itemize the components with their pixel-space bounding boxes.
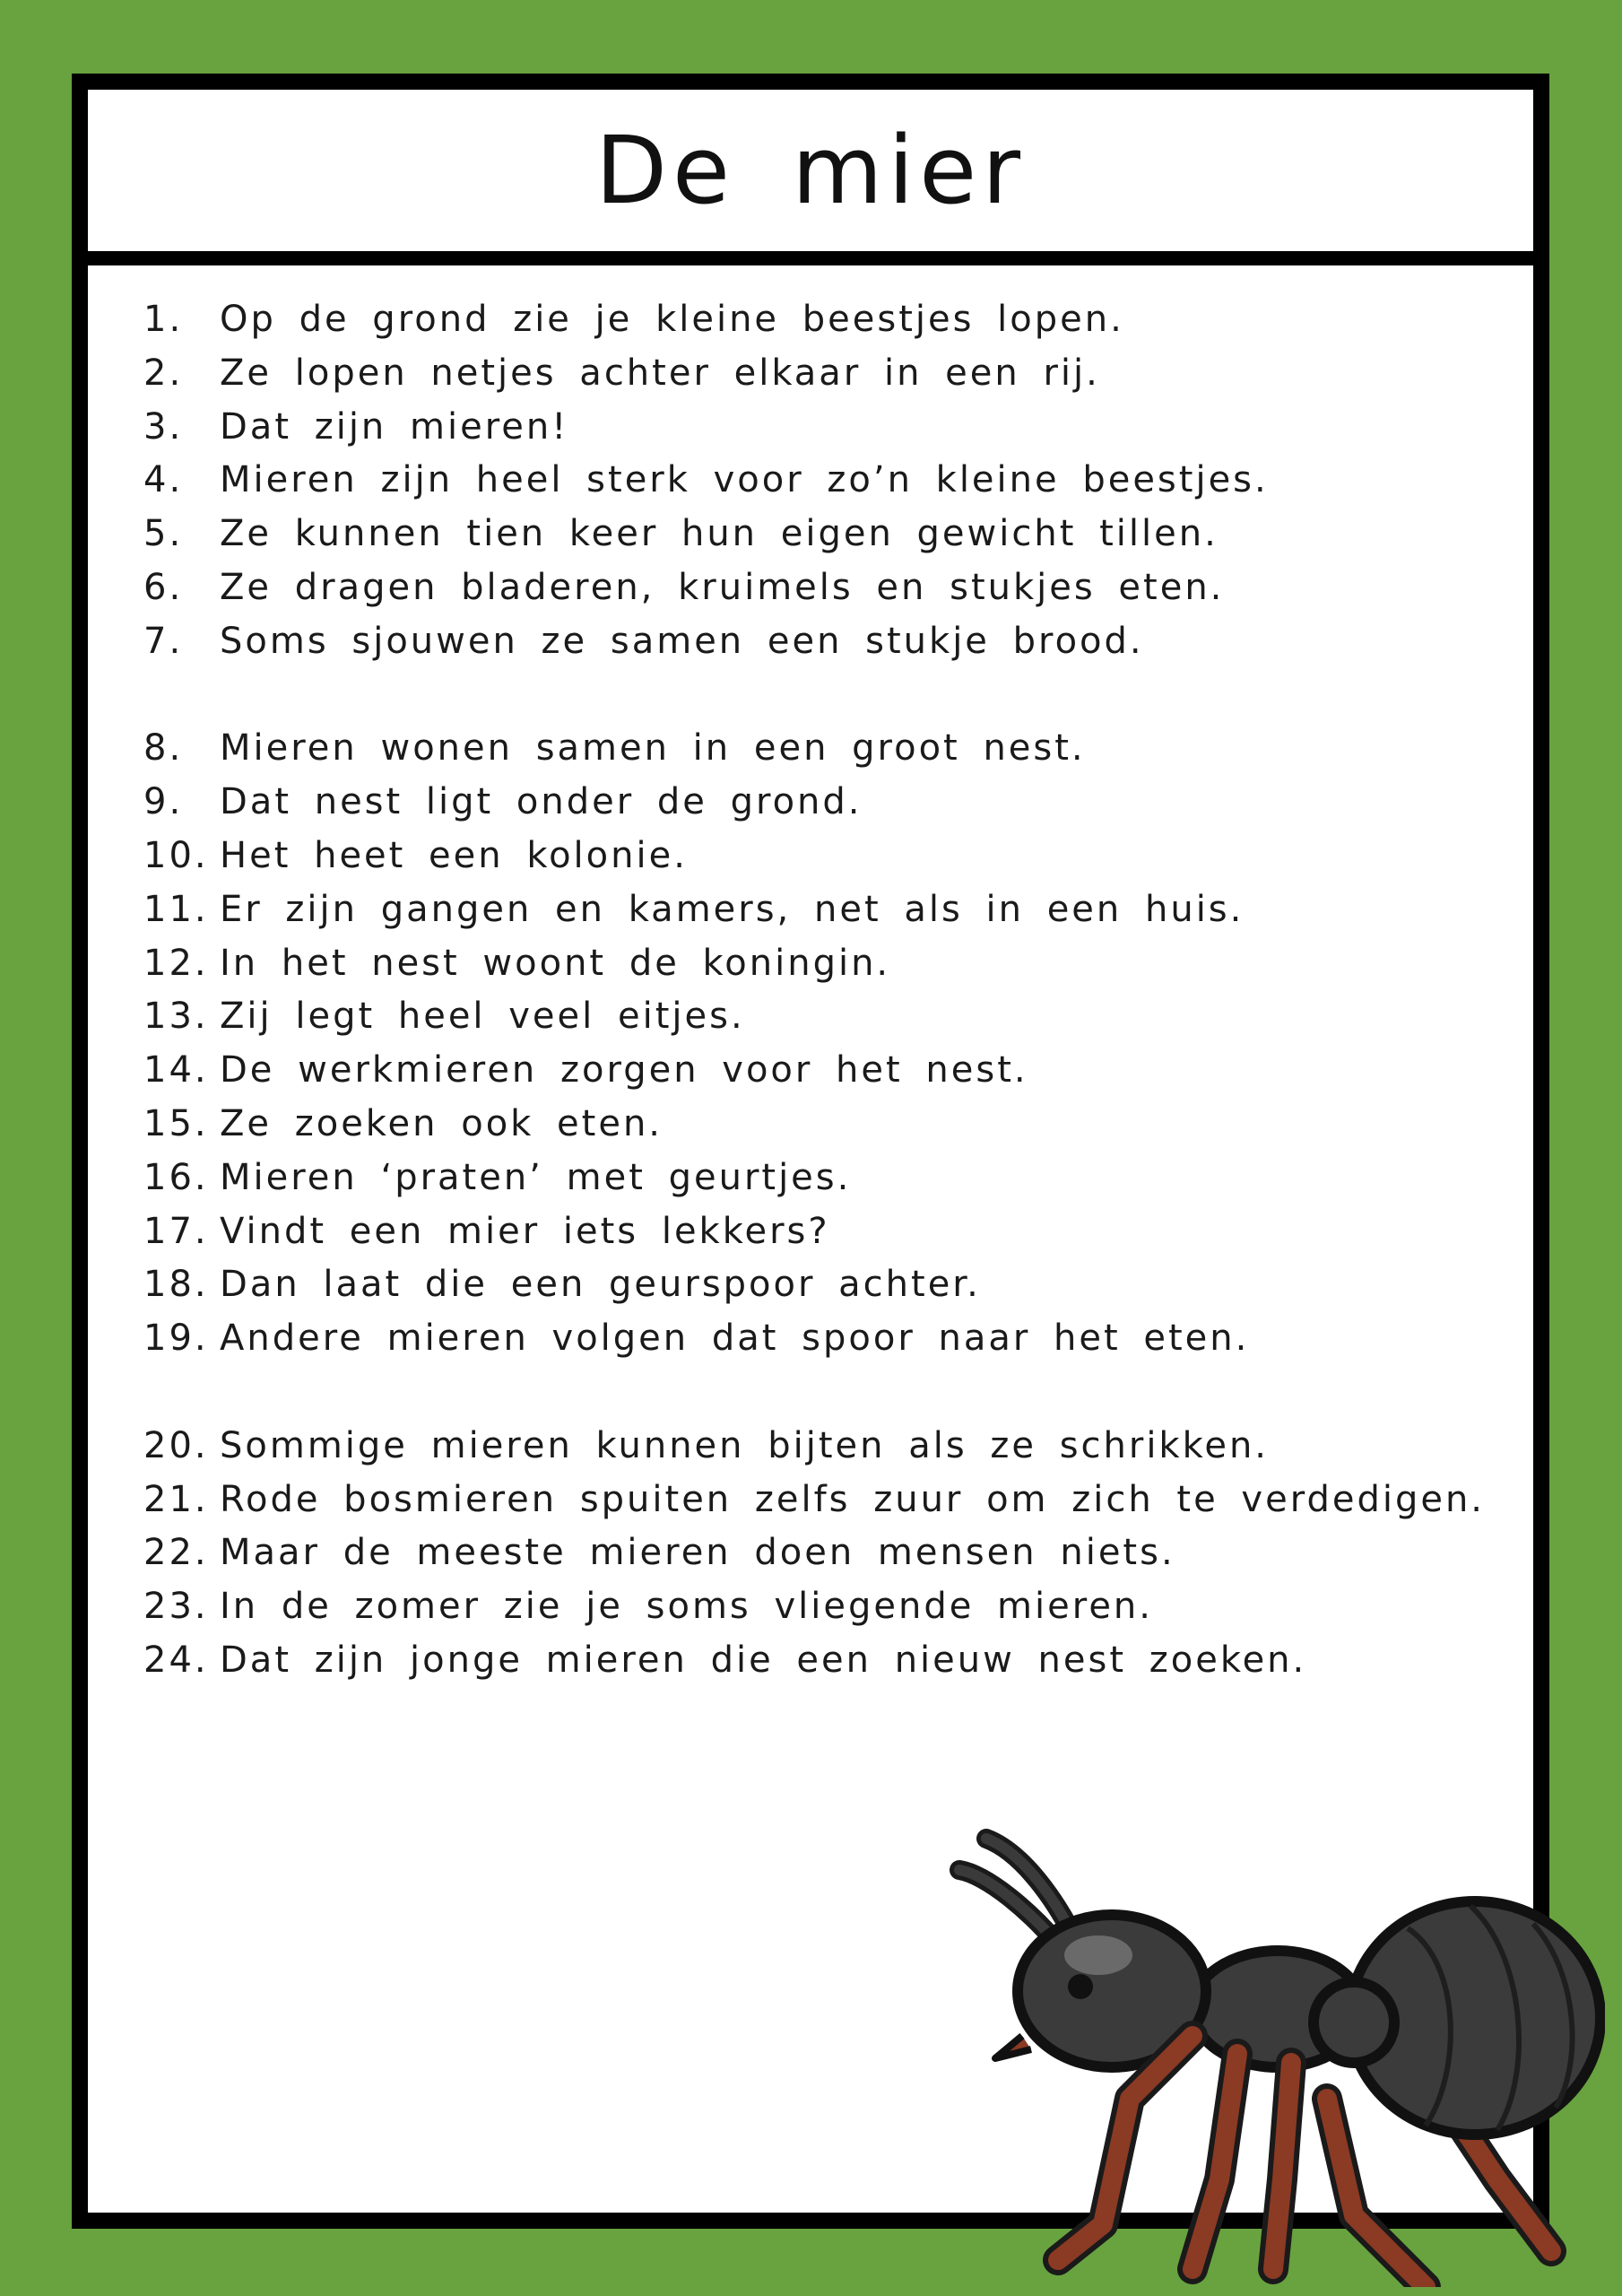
line-number: 19. — [143, 1318, 209, 1360]
sentence-text: Op de grond zie je kleine beestjes lopen. — [220, 299, 1124, 340]
line-number: 12. — [143, 942, 209, 984]
line-number: 23. — [143, 1586, 209, 1628]
line-number: 13. — [143, 996, 209, 1038]
line-number: 9. — [143, 781, 184, 823]
line-number: 18. — [143, 1264, 209, 1306]
sentence-text: Er zijn gangen en kamers, net als in een huis. — [220, 888, 1245, 930]
line-number: 20. — [143, 1424, 209, 1466]
ant-icon — [924, 1803, 1605, 2287]
sentence-text: Mieren zijn heel sterk voor zo’n kleine beestjes. — [220, 459, 1269, 501]
sentence-text: In de zomer zie je soms vliegende mieren. — [220, 1586, 1153, 1628]
sentence-text: Ze dragen bladeren, kruimels en stukjes eten. — [220, 567, 1225, 608]
sentence-text: Andere mieren volgen dat spoor naar het eten. — [220, 1318, 1250, 1360]
line-number: 22. — [143, 1532, 209, 1574]
sentence-text: De werkmieren zorgen voor het nest. — [220, 1049, 1028, 1091]
sentence-text: Mieren wonen samen in een groot nest. — [220, 727, 1086, 770]
line-number: 6. — [143, 567, 184, 608]
line-number: 24. — [143, 1639, 209, 1681]
title-box — [88, 90, 1533, 265]
sentence-text: Zij legt heel veel eitjes. — [220, 996, 745, 1038]
line-number: 15. — [143, 1103, 209, 1144]
line-number: 21. — [143, 1478, 209, 1520]
sentence-text: Ze zoeken ook eten. — [220, 1103, 664, 1144]
line-number: 1. — [143, 299, 184, 340]
line-number: 14. — [143, 1049, 209, 1091]
line-number: 17. — [143, 1210, 209, 1252]
sentence-text: Het heet een kolonie. — [220, 835, 688, 876]
sentence-text: Vindt een mier iets lekkers? — [220, 1210, 830, 1252]
line-number: 10. — [143, 835, 209, 876]
line-number: 2. — [143, 352, 184, 394]
sentence-text: Dat nest ligt onder de grond. — [220, 781, 863, 823]
line-number: 3. — [143, 405, 184, 448]
sentence-text: Dat zijn mieren! — [220, 405, 569, 448]
sentence-text: Mieren ‘praten’ met geurtjes. — [220, 1156, 852, 1198]
sentence-text: Rode bosmieren spuiten zelfs zuur om zich te verdedigen. — [220, 1478, 1486, 1520]
sentence-text: Sommige mieren kunnen bijten als ze schrikken. — [220, 1424, 1270, 1466]
sentence-text: Ze kunnen tien keer hun eigen gewicht tillen. — [220, 513, 1219, 555]
sentence-text: Ze lopen netjes achter elkaar in een rij. — [220, 352, 1100, 394]
line-number: 5. — [143, 513, 184, 555]
line-number: 11. — [143, 888, 209, 930]
sentence-text: Dat zijn jonge mieren die een nieuw nest zoeken. — [220, 1639, 1307, 1681]
line-number: 4. — [143, 459, 184, 501]
sentence-text: In het nest woont de koningin. — [220, 942, 891, 984]
sentence-text: Dan laat die een geurspoor achter. — [220, 1264, 981, 1306]
sentence-text: Soms sjouwen ze samen een stukje brood. — [220, 620, 1144, 662]
page-title: De mier — [594, 116, 1027, 225]
sentence-text: Maar de meeste mieren doen mensen niets. — [220, 1532, 1175, 1574]
line-number: 8. — [143, 727, 184, 770]
line-number: 7. — [143, 620, 184, 662]
line-number: 16. — [143, 1156, 209, 1198]
